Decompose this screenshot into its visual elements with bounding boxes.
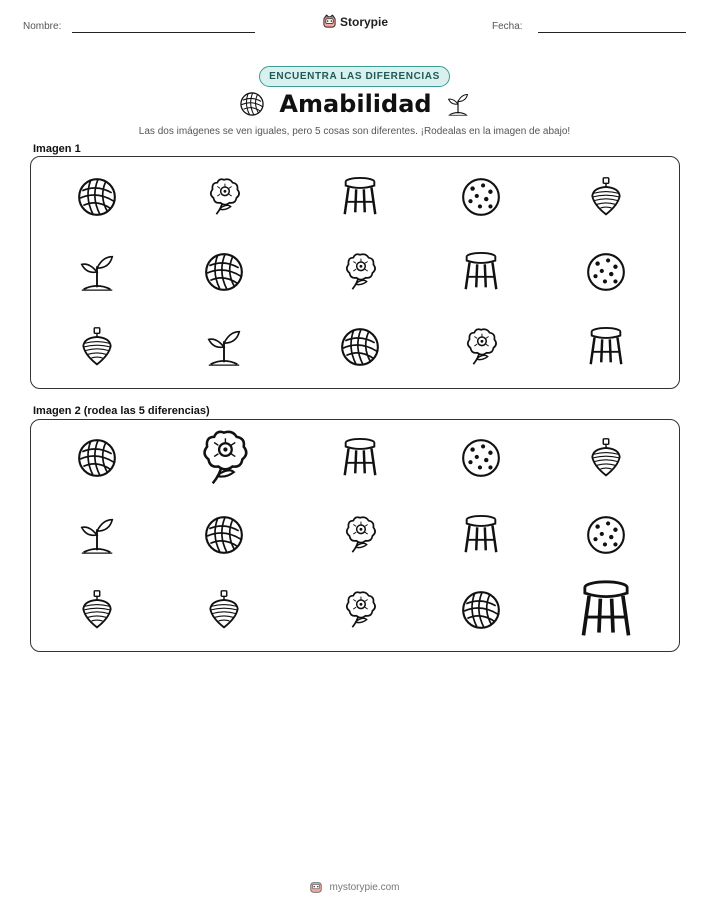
yarn-ball-icon bbox=[239, 91, 265, 117]
spinning-top-icon bbox=[76, 589, 118, 631]
title-row bbox=[0, 90, 709, 118]
storypie-mascot-icon bbox=[322, 14, 337, 29]
spinning-top-icon bbox=[76, 326, 118, 368]
activity-badge: ENCUENTRA LAS DIFERENCIAS bbox=[259, 66, 450, 87]
name-line[interactable] bbox=[72, 32, 255, 33]
sprout-icon bbox=[76, 251, 118, 293]
image2-row-3-col-1-spinning-top[interactable] bbox=[57, 570, 137, 650]
yarn-ball-icon bbox=[460, 589, 502, 631]
sprout-icon bbox=[203, 326, 245, 368]
image2-row-1-col-3-stool[interactable] bbox=[320, 418, 400, 498]
flower-icon bbox=[339, 251, 381, 293]
spinning-top-icon bbox=[585, 437, 627, 479]
image1-row-2-col-2-yarn-ball bbox=[184, 232, 264, 312]
stool-icon bbox=[585, 326, 627, 368]
image2-row-3-col-5-stool[interactable] bbox=[566, 570, 646, 650]
image1-row-2-col-3-flower bbox=[320, 232, 400, 312]
image1-row-1-col-1-yarn-ball bbox=[57, 157, 137, 237]
stool-icon bbox=[339, 437, 381, 479]
image1-row-1-col-3-stool bbox=[320, 157, 400, 237]
cookie-icon bbox=[460, 176, 502, 218]
sprout-icon bbox=[76, 514, 118, 556]
instructions: Las dos imágenes se ven iguales, pero 5 cosas son diferentes. ¡Rodealas en la imagen de abajo! bbox=[138, 126, 571, 137]
image2-row-2-col-3-flower[interactable] bbox=[320, 495, 400, 575]
spinning-top-icon bbox=[203, 589, 245, 631]
image2-row-1-col-2-flower[interactable] bbox=[184, 418, 264, 498]
image2-row-3-col-2-spinning-top[interactable] bbox=[184, 570, 264, 650]
brand-name: Storypie bbox=[340, 14, 389, 29]
stool-icon bbox=[460, 251, 502, 293]
image2-row-3-col-3-flower[interactable] bbox=[320, 570, 400, 650]
image1-row-3-col-3-yarn-ball bbox=[320, 307, 400, 387]
image2-row-2-col-2-yarn-ball[interactable] bbox=[184, 495, 264, 575]
date-label: Fecha: bbox=[492, 21, 523, 32]
image1-row-3-col-4-flower bbox=[441, 307, 521, 387]
image2-row-1-col-4-cookie[interactable] bbox=[441, 418, 521, 498]
yarn-ball-icon bbox=[203, 514, 245, 556]
flower-icon bbox=[460, 326, 502, 368]
yarn-ball-icon bbox=[76, 176, 118, 218]
image1-row-1-col-4-cookie bbox=[441, 157, 521, 237]
date-line[interactable] bbox=[538, 32, 686, 33]
cookie-icon bbox=[585, 514, 627, 556]
image2-row-1-col-1-yarn-ball[interactable] bbox=[57, 418, 137, 498]
image1-row-2-col-4-stool bbox=[441, 232, 521, 312]
image1-row-2-col-5-cookie bbox=[566, 232, 646, 312]
flower-icon bbox=[203, 176, 245, 218]
cookie-icon bbox=[585, 251, 627, 293]
stool-icon bbox=[339, 176, 381, 218]
image2-row-2-col-4-stool[interactable] bbox=[441, 495, 521, 575]
flower-icon bbox=[193, 427, 255, 489]
image1-row-1-col-5-spinning-top bbox=[566, 157, 646, 237]
flower-icon bbox=[339, 514, 381, 556]
footer-site: mystorypie.com bbox=[329, 881, 400, 893]
page-title: Amabilidad bbox=[279, 90, 432, 118]
image1-row-3-col-2-sprout bbox=[184, 307, 264, 387]
flower-icon bbox=[339, 589, 381, 631]
footer bbox=[0, 880, 709, 894]
image1-row-3-col-5-stool bbox=[566, 307, 646, 387]
spinning-top-icon bbox=[585, 176, 627, 218]
image1-row-3-col-1-spinning-top bbox=[57, 307, 137, 387]
image2-row-3-col-4-yarn-ball[interactable] bbox=[441, 570, 521, 650]
image2-row-2-col-1-sprout[interactable] bbox=[57, 495, 137, 575]
image1-label: Imagen 1 bbox=[33, 143, 81, 155]
image2-row-2-col-5-cookie[interactable] bbox=[566, 495, 646, 575]
yarn-ball-icon bbox=[203, 251, 245, 293]
image2-row-1-col-5-spinning-top[interactable] bbox=[566, 418, 646, 498]
stool-icon bbox=[460, 514, 502, 556]
name-label: Nombre: bbox=[23, 21, 62, 32]
cookie-icon bbox=[460, 437, 502, 479]
storypie-mascot-icon bbox=[309, 880, 323, 894]
image1-row-1-col-2-flower bbox=[184, 157, 264, 237]
yarn-ball-icon bbox=[339, 326, 381, 368]
image1-row-2-col-1-sprout bbox=[57, 232, 137, 312]
sprout-icon bbox=[446, 91, 470, 117]
stool-icon bbox=[575, 579, 637, 641]
yarn-ball-icon bbox=[76, 437, 118, 479]
image2-label: Imagen 2 (rodea las 5 diferencias) bbox=[33, 405, 210, 417]
brand-logo bbox=[322, 14, 388, 29]
